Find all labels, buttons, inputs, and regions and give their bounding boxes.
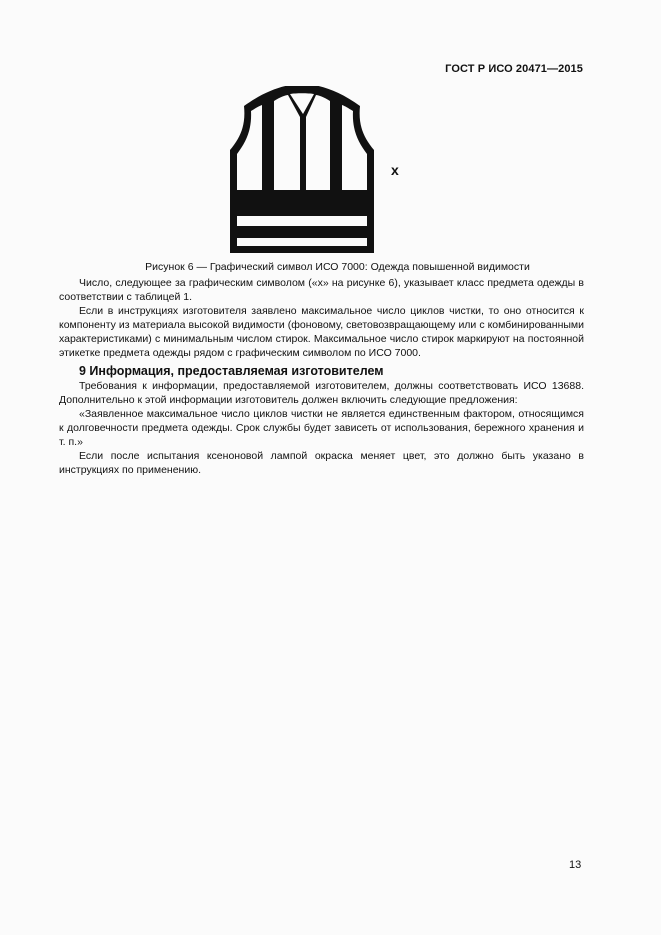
paragraph: Если после испытания ксеноновой лампой окраска меняет цвет, это должно быть указано в инструкциях по применению.: [59, 450, 584, 476]
document-header: ГОСТ Р ИСО 20471—2015: [445, 63, 583, 75]
paragraph: Если в инструкциях изготовителя заявлено максимальное число циклов чистки, то оно относится к компоненту из материала высокой видимости (фоновому, световозвращающему или с комбинированными характеристиками) с минимальным числом стирок. Максимальное число стирок маркируют на постоянной этикетке предмета одежды рядом с графическим символом по ИСО 7000.: [59, 305, 584, 359]
paragraph: Требования к информации, предоставляемой изготовителем, должны соответствовать ИСО 13688. Дополнительно к этой информации изготовитель должен включить следующие предложения:: [59, 380, 584, 406]
paragraph: «Заявленное максимальное число циклов чистки не является единственным фактором, относящимся к долговечности предмета одежды. Срок службы будет зависеть от использования, бережного хранения и т. п.»: [59, 408, 584, 448]
page-number: 13: [569, 859, 582, 871]
high-visibility-vest-icon: [226, 86, 378, 256]
section-title: 9 Информация, предоставляемая изготовителем: [79, 364, 384, 378]
paragraph: Число, следующее за графическим символом («x» на рисунке 6), указывает класс предмета одежды в соответствии с таблицей 1.: [59, 277, 584, 303]
document-body: [59, 276, 584, 477]
class-marker: x: [391, 162, 399, 178]
figure-caption: Рисунок 6 — Графический символ ИСО 7000: Одежда повышенной видимости: [145, 261, 530, 273]
